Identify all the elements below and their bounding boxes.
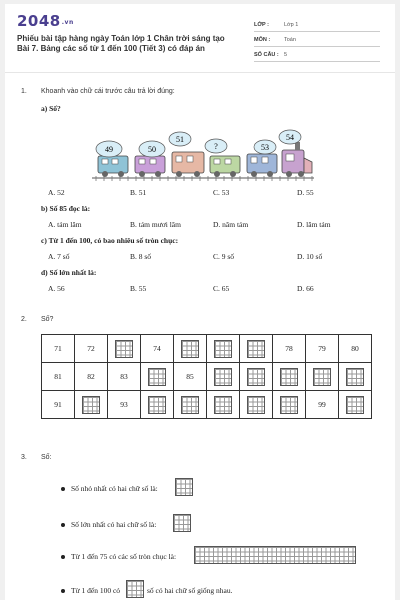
q1b-option-b[interactable]: B. tám mươi lăm (130, 220, 181, 229)
grid-cell: 91 (42, 391, 75, 419)
q1a-label: a) Số? (41, 104, 61, 113)
q1c-option-d[interactable]: D. 10 số (297, 252, 323, 261)
q3-item-4-suffix: số có hai chữ số giống nhau. (147, 586, 233, 595)
grid-cell-blank[interactable] (273, 363, 306, 391)
q1c-option-c[interactable]: C. 9 số (213, 252, 235, 261)
answer-box[interactable] (280, 396, 298, 414)
answer-box[interactable] (181, 340, 199, 358)
grid-cell-blank[interactable] (174, 335, 207, 363)
bullet (61, 555, 65, 559)
answer-box[interactable] (313, 368, 331, 386)
train-number: 50 (148, 145, 156, 154)
q1d-option-b[interactable]: B. 55 (130, 284, 147, 293)
answer-box[interactable] (148, 396, 166, 414)
q3-item-4: Từ 1 đến 100 có (71, 586, 121, 595)
answer-box[interactable] (247, 368, 265, 386)
answer-box[interactable] (247, 340, 265, 358)
header-divider (5, 72, 395, 73)
answer-box[interactable] (280, 368, 298, 386)
answer-box[interactable] (214, 340, 232, 358)
train-car-3 (172, 152, 204, 177)
q1d-label: d) Số lớn nhất là: (41, 268, 97, 277)
answer-box[interactable] (173, 514, 191, 532)
grid-cell-blank[interactable] (207, 391, 240, 419)
grid-cell-blank[interactable] (108, 335, 141, 363)
q1b-option-a[interactable]: A. tám lăm (48, 220, 82, 229)
q1d-option-a[interactable]: A. 56 (48, 284, 65, 293)
grid-cell: 85 (174, 363, 207, 391)
q1-number: 1. (21, 88, 27, 95)
worksheet-title: Phiếu bài tập hàng ngày Toán lớp 1 Chân trời sáng tạo Bài 7. Bảng các số từ 1 đến 100 (Tiết 3) có đáp án (17, 34, 225, 53)
answer-box[interactable] (214, 396, 232, 414)
train-car-4 (210, 156, 240, 177)
q1a-option-d[interactable]: D. 55 (297, 188, 314, 197)
q3-prompt: Số: (41, 454, 52, 461)
number-grid (41, 334, 372, 419)
q2-number: 2. (21, 316, 27, 323)
train-illustration (90, 128, 316, 184)
q1b-label: b) Số 85 đọc là: (41, 204, 91, 213)
q1d-option-c[interactable]: C. 65 (213, 284, 230, 293)
q3-item-3: Từ 1 đến 75 có các số tròn chục là: (71, 552, 177, 561)
train-locomotive (282, 142, 312, 177)
grid-cell-blank[interactable] (240, 391, 273, 419)
grid-cell-blank[interactable] (75, 391, 108, 419)
grid-cell-blank[interactable] (141, 363, 174, 391)
meta-subject (254, 33, 380, 47)
q1-prompt: Khoanh vào chữ cái trước câu trả lời đúng: (41, 88, 175, 95)
answer-box[interactable] (82, 396, 100, 414)
answer-box[interactable] (346, 368, 364, 386)
logo-suffix: .vn (61, 19, 74, 26)
q3-item-1: Số nhỏ nhất có hai chữ số là: (71, 484, 158, 493)
meta-question-count (254, 48, 380, 62)
grid-cell: 78 (273, 335, 306, 363)
train-number: 54 (286, 133, 294, 142)
bullet (61, 589, 65, 593)
grid-cell-blank[interactable] (240, 363, 273, 391)
grid-cell: 83 (108, 363, 141, 391)
grid-cell: 82 (75, 363, 108, 391)
grid-cell-blank[interactable] (141, 391, 174, 419)
meta-value: 5 (284, 52, 288, 58)
meta-key: SỐ CÂU : (254, 52, 279, 58)
train-car-2 (135, 156, 165, 177)
worksheet-page (5, 4, 395, 600)
q1a-option-a[interactable]: A. 52 (48, 188, 65, 197)
q2-prompt: Số? (41, 316, 54, 323)
grid-cell: 81 (42, 363, 75, 391)
q1b-option-c[interactable]: D. năm tám (213, 220, 249, 229)
answer-box[interactable] (175, 478, 193, 496)
train-number: 49 (105, 145, 113, 154)
grid-cell-blank[interactable] (306, 363, 339, 391)
grid-cell-blank[interactable] (207, 335, 240, 363)
train-number: 51 (176, 135, 184, 144)
grid-cell-blank[interactable] (339, 363, 372, 391)
grid-cell-blank[interactable] (174, 391, 207, 419)
q1a-option-c[interactable]: C. 53 (213, 188, 230, 197)
grid-cell: 80 (339, 335, 372, 363)
train-car-1 (98, 156, 128, 177)
q3-number: 3. (21, 454, 27, 461)
answer-box[interactable] (181, 396, 199, 414)
grid-cell: 74 (141, 335, 174, 363)
answer-box[interactable] (247, 396, 265, 414)
grid-row (42, 363, 372, 391)
grid-cell-blank[interactable] (240, 335, 273, 363)
answer-box-long[interactable] (194, 546, 356, 564)
grid-cell: 99 (306, 391, 339, 419)
answer-box[interactable] (126, 580, 144, 598)
grid-cell-blank[interactable] (339, 391, 372, 419)
q1b-option-d[interactable]: D. lăm tám (297, 220, 331, 229)
grid-cell-blank[interactable] (207, 363, 240, 391)
q1c-label: c) Từ 1 đến 100, có bao nhiêu số tròn chục: (41, 236, 179, 245)
meta-key: MÔN : (254, 37, 271, 43)
meta-key: LỚP : (254, 22, 269, 28)
q1c-option-b[interactable]: B. 8 số (130, 252, 152, 261)
q3-item-2: Số lớn nhất có hai chữ số là: (71, 520, 157, 529)
meta-grade (254, 18, 380, 32)
q1a-option-b[interactable]: B. 51 (130, 188, 147, 197)
train-car-5 (247, 154, 277, 177)
grid-cell-blank[interactable] (273, 391, 306, 419)
answer-box[interactable] (214, 368, 232, 386)
q1d-option-d[interactable]: D. 66 (297, 284, 314, 293)
answer-box[interactable] (115, 340, 133, 358)
bullet (61, 523, 65, 527)
page-header (5, 4, 395, 66)
grid-row (42, 391, 372, 419)
logo-text: 2048 (17, 12, 61, 30)
grid-cell: 93 (108, 391, 141, 419)
train-number: 53 (261, 143, 269, 152)
meta-value: Toán (284, 37, 296, 43)
grid-row (42, 335, 372, 363)
meta-value: Lớp 1 (284, 22, 299, 28)
grid-cell: 79 (306, 335, 339, 363)
bullet (61, 487, 65, 491)
grid-cell: 72 (75, 335, 108, 363)
site-logo[interactable] (17, 12, 74, 30)
answer-box[interactable] (346, 396, 364, 414)
grid-cell: 71 (42, 335, 75, 363)
answer-box[interactable] (148, 368, 166, 386)
train-number: ? (214, 142, 218, 151)
q1c-option-a[interactable]: A. 7 số (48, 252, 70, 261)
